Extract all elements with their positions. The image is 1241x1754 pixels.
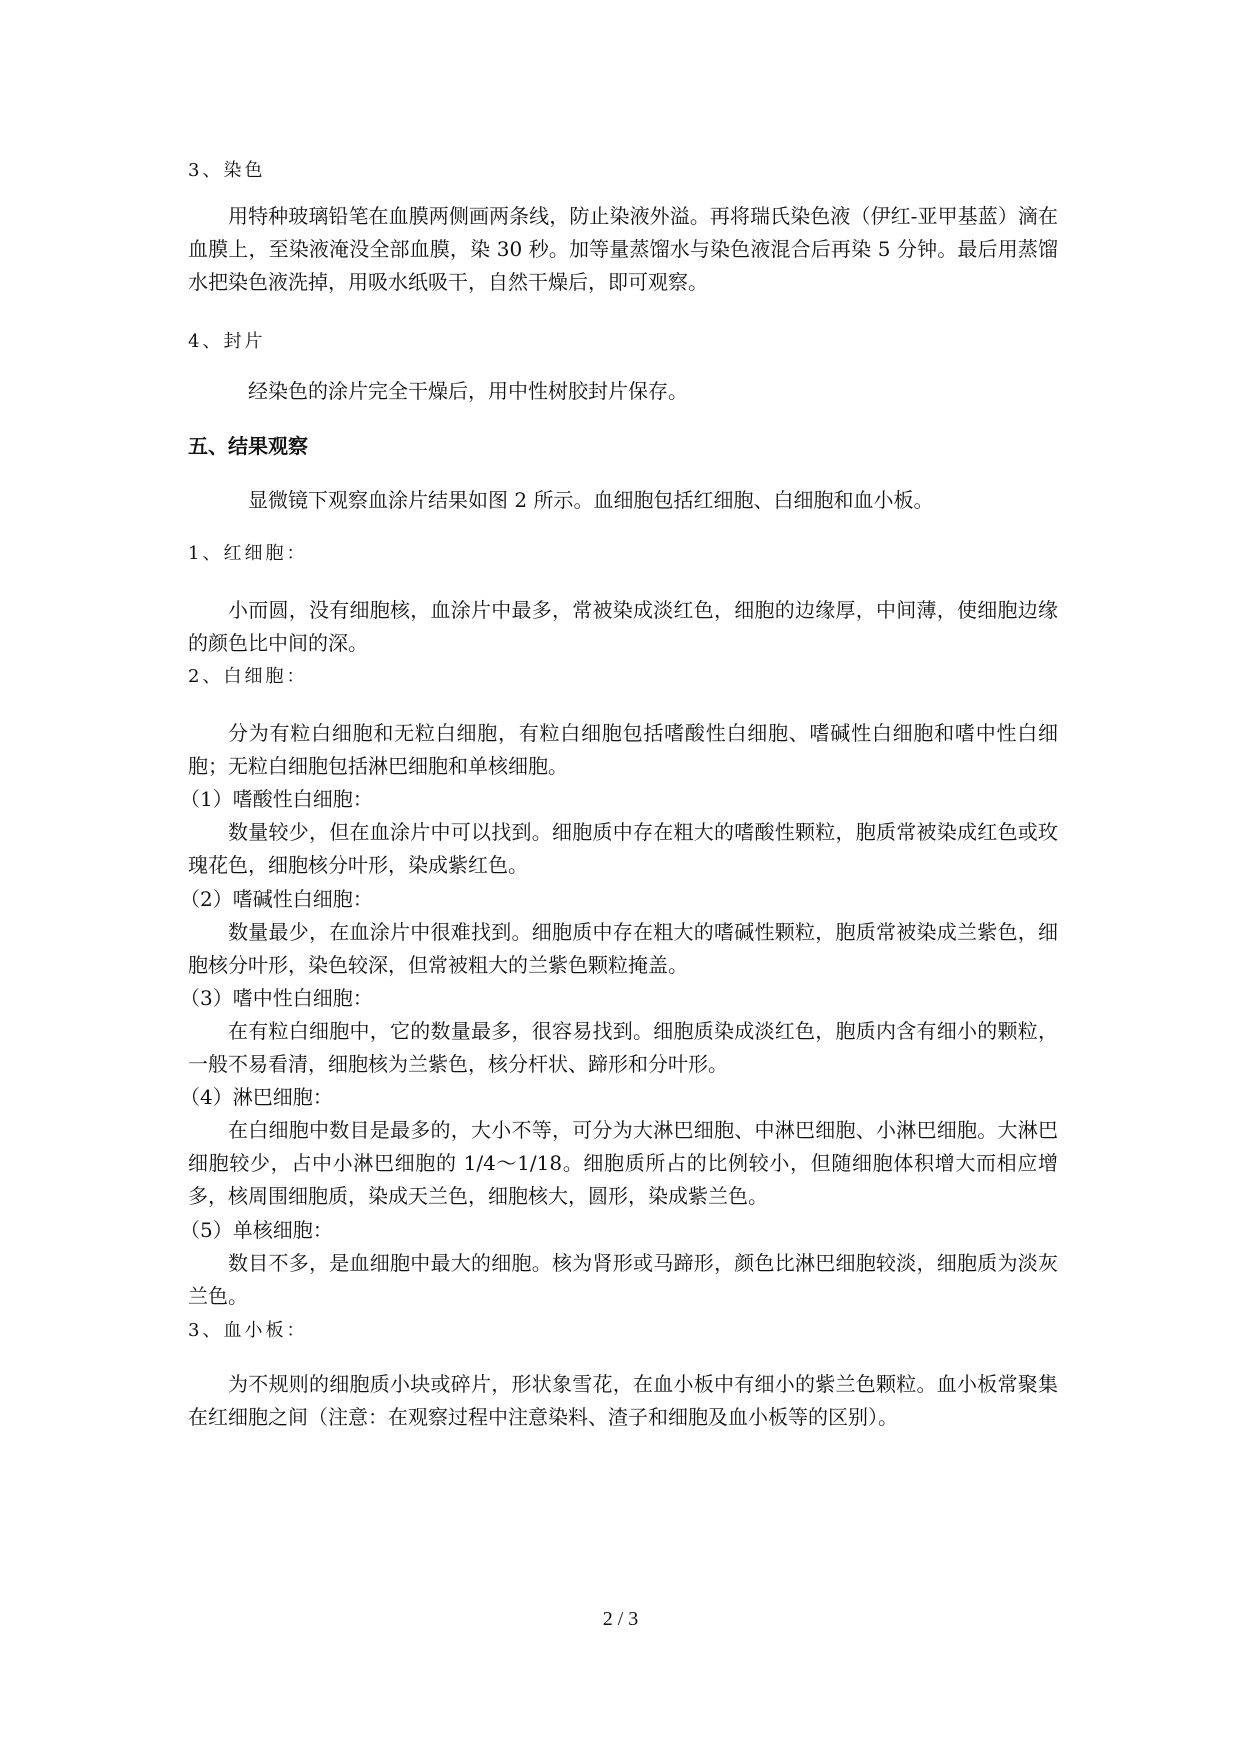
eosinophil-heading: （1）嗜酸性白细胞： xyxy=(180,787,373,811)
lymphocyte-heading: （4）淋巴细胞： xyxy=(180,1085,333,1109)
wbc-paragraph: 分为有粒白细胞和无粒白细胞，有粒白细胞包括嗜酸性白细胞、嗜碱性白细胞和嗜中性白细胞；无粒白细胞包括淋巴细胞和单核细胞。 xyxy=(188,721,1058,778)
rbc-paragraph: 小而圆，没有细胞核，血涂片中最多，常被染成淡红色，细胞的边缘厚，中间薄，使细胞边缘的颜色比中间的深。 xyxy=(188,598,1058,655)
results-section-heading: 五、结果观察 xyxy=(188,434,308,458)
platelet-paragraph: 为不规则的细胞质小块或碎片，形状象雪花，在血小板中有细小的紫兰色颗粒。血小板常聚集在红细胞之间（注意：在观察过程中注意染料、渣子和细胞及血小板等的区别）。 xyxy=(188,1372,1058,1429)
stain-heading: 3、染色 xyxy=(188,160,266,181)
neutrophil-heading: （3）嗜中性白细胞： xyxy=(180,986,373,1010)
page-number: 2 / 3 xyxy=(602,1608,639,1630)
monocyte-paragraph: 数目不多，是血细胞中最大的细胞。核为肾形或马蹄形，颜色比淋巴细胞较淡，细胞质为淡灰兰色。 xyxy=(188,1251,1058,1308)
lymphocyte-paragraph: 在白细胞中数目是最多的，大小不等，可分为大淋巴细胞、中淋巴细胞、小淋巴细胞。大淋巴细胞较少，占中小淋巴细胞的 1/4～1/18。细胞质所占的比例较小，但随细胞体积增大而相应增多，核周围细胞质，染成天兰色，细胞核大，圆形，染成紫兰色。 xyxy=(188,1118,1058,1208)
basophil-paragraph: 数量最少，在血涂片中很难找到。细胞质中存在粗大的嗜碱性颗粒，胞质常被染成兰紫色，细胞核分叶形，染色较深，但常被粗大的兰紫色颗粒掩盖。 xyxy=(188,920,1058,977)
results-intro: 显微镜下观察血涂片结果如图 2 所示。血细胞包括红细胞、白细胞和血小板。 xyxy=(248,488,934,512)
stain-paragraph: 用特种玻璃铅笔在血膜两侧画两条线，防止染液外溢。再将瑞氏染色液（伊红-亚甲基蓝）滴在血膜上，至染液淹没全部血膜，染 30 秒。加等量蒸馏水与染色液混合后再染 5 分钟。最后用蒸馏水把染色液洗掉，用吸水纸吸干，自然干燥后，即可观察。 xyxy=(188,204,1058,294)
rbc-heading: 1、红细胞： xyxy=(188,543,308,564)
seal-paragraph: 经染色的涂片完全干燥后，用中性树胶封片保存。 xyxy=(248,379,688,403)
eosinophil-paragraph: 数量较少，但在血涂片中可以找到。细胞质中存在粗大的嗜酸性颗粒，胞质常被染成红色或玫瑰花色，细胞核分叶形，染成紫红色。 xyxy=(188,820,1058,877)
wbc-heading: 2、白细胞： xyxy=(188,666,308,687)
platelet-heading: 3、血小板： xyxy=(188,1320,308,1341)
monocyte-heading: （5）单核细胞： xyxy=(180,1218,333,1242)
neutrophil-paragraph: 在有粒白细胞中，它的数量最多，很容易找到。细胞质染成淡红色，胞质内含有细小的颗粒，一般不易看清，细胞核为兰紫色，核分杆状、蹄形和分叶形。 xyxy=(188,1019,1058,1076)
seal-heading: 4、封片 xyxy=(188,331,266,352)
basophil-heading: （2）嗜碱性白细胞： xyxy=(180,887,373,911)
